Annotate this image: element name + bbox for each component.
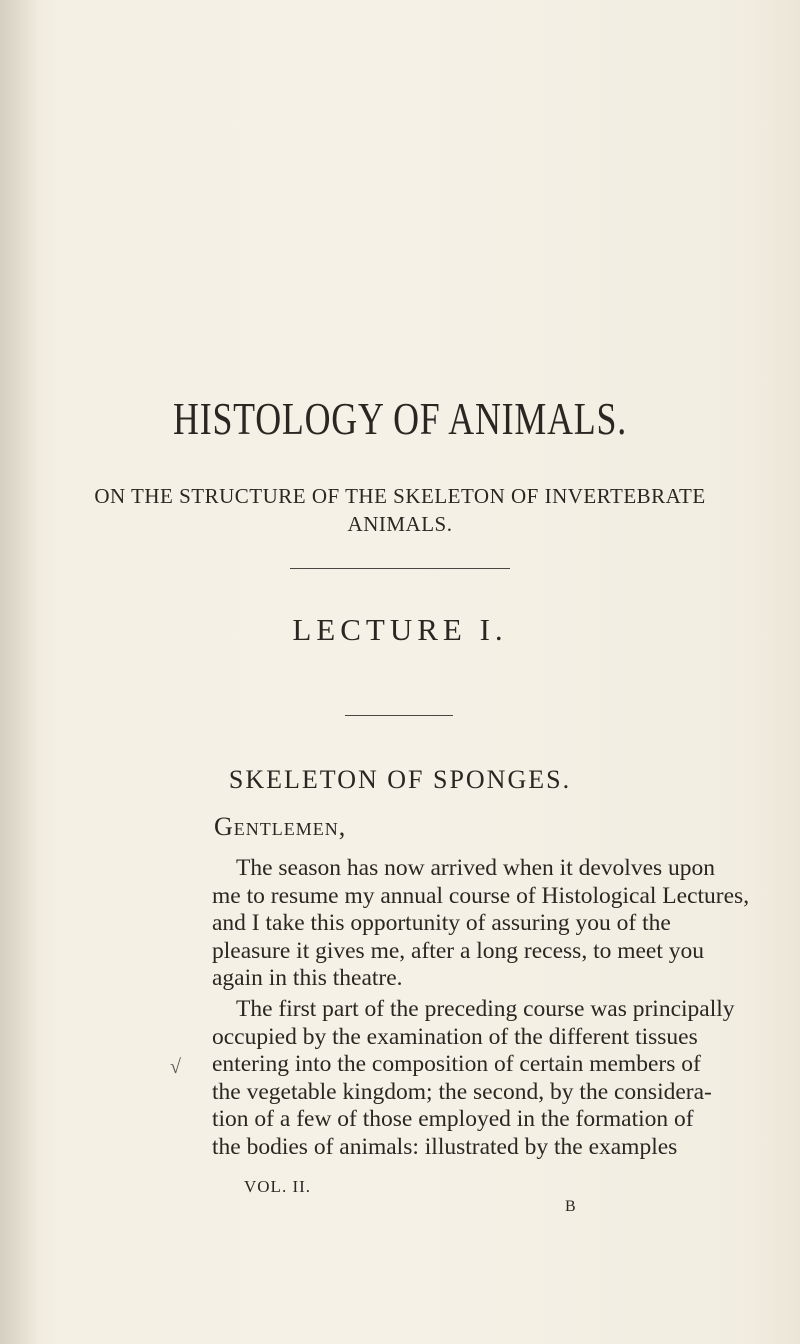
paragraph-line: tion of a few of those employed in the formation of — [212, 1106, 694, 1133]
paragraph-line: The first part of the preceding course was principally — [236, 996, 735, 1022]
divider-rule — [290, 568, 510, 569]
paragraph-1 — [212, 855, 750, 993]
margin-check-mark: √ — [170, 1056, 181, 1078]
signature-mark: B — [565, 1198, 576, 1215]
paragraph-line: me to resume my annual course of Histological Lectures, — [212, 882, 750, 909]
paragraph-2 — [212, 996, 735, 1162]
lecture-title: LECTURE I. — [292, 612, 508, 647]
paragraph-line: pleasure it gives me, after a long recess, to meet you — [212, 937, 705, 964]
paragraph-line: occupied by the examination of the different tissues — [212, 1023, 698, 1050]
subtitle: ON THE STRUCTURE OF THE SKELETON OF INVERTEBRATE ANIMALS. — [94, 484, 706, 536]
main-title: HISTOLOGY OF ANIMALS. — [173, 393, 627, 444]
divider-rule-short — [345, 715, 453, 716]
paragraph-line: the bodies of animals: illustrated by the examples — [212, 1133, 678, 1160]
paragraph-line: entering into the composition of certain members of — [212, 1051, 701, 1078]
section-title: SKELETON OF SPONGES. — [228, 765, 572, 794]
salutation: Gentlemen, — [214, 812, 347, 841]
paragraph-line: and I take this opportunity of assuring you of the — [212, 910, 671, 937]
paragraph-line: The season has now arrived when it devolves upon — [236, 855, 716, 881]
paragraph-line: the vegetable kingdom; the second, by the considera- — [212, 1078, 712, 1105]
volume-footer: VOL. II. — [244, 1177, 312, 1196]
page-gutter-shadow — [0, 0, 40, 1344]
paragraph-line: again in this theatre. — [212, 965, 403, 992]
